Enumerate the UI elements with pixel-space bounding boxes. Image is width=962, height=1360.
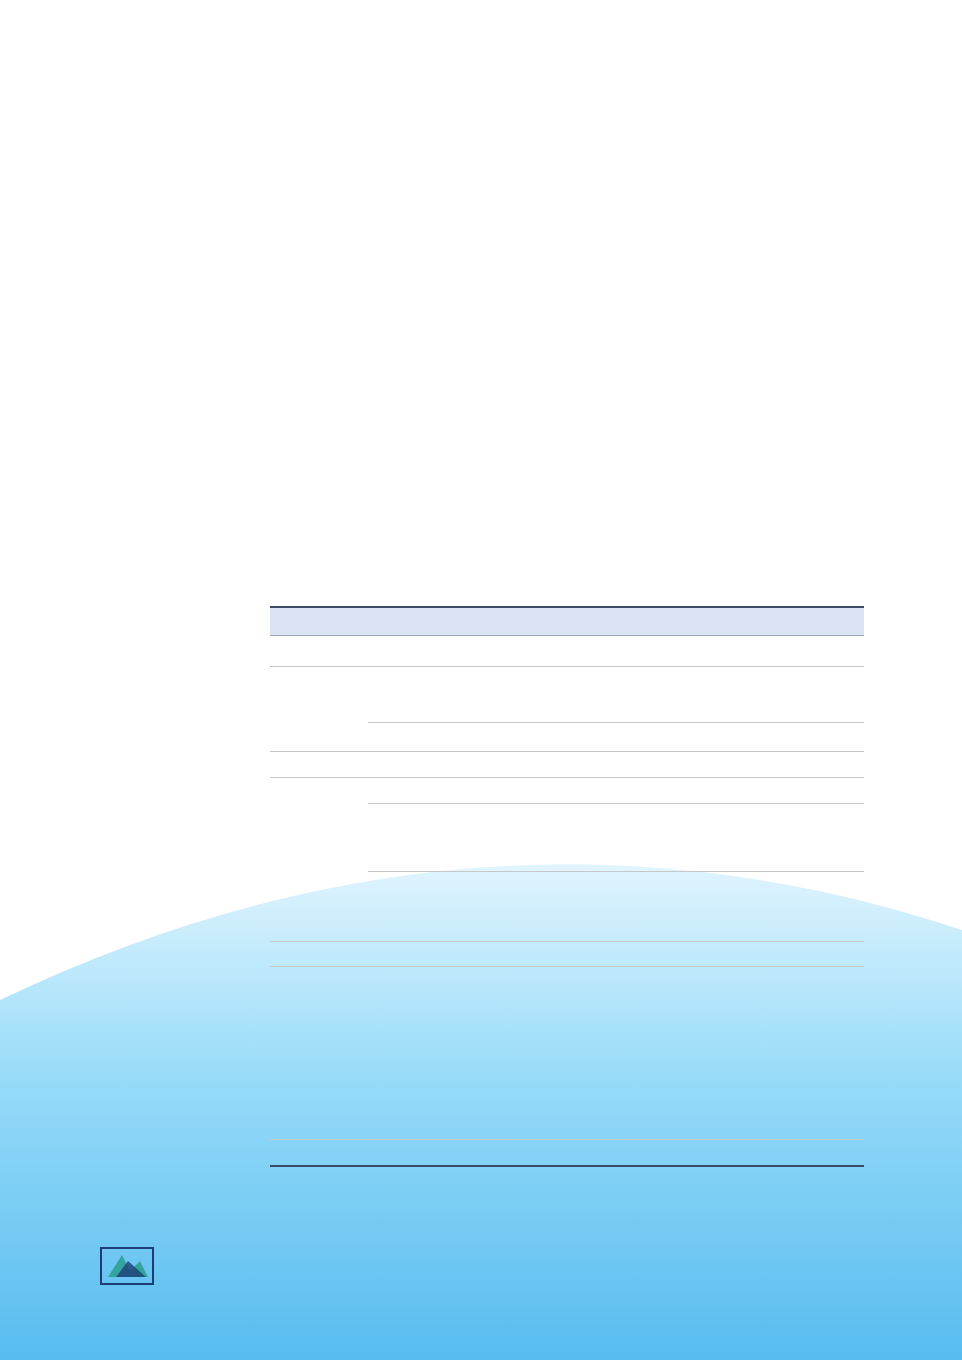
table-row — [270, 967, 864, 1140]
row-time — [270, 752, 368, 778]
row-time — [270, 1140, 368, 1166]
program-table — [270, 606, 864, 1167]
table-row — [270, 1140, 864, 1166]
table-row — [270, 942, 864, 967]
event-datetime — [88, 452, 94, 495]
col-content-header — [368, 607, 864, 636]
presentation-2-cell — [448, 872, 864, 942]
association-logo-icon — [100, 1247, 154, 1289]
presentation-2-label — [368, 872, 448, 942]
table-row — [270, 667, 864, 723]
presentation-1-label — [368, 804, 448, 872]
col-time-header — [270, 607, 368, 636]
panel-list — [448, 967, 864, 1140]
organizer-line — [88, 1247, 165, 1289]
discussion-label — [368, 967, 448, 1140]
row-time — [270, 636, 368, 667]
opening-cell — [368, 723, 864, 752]
table-row — [270, 778, 864, 804]
program-table-header — [270, 607, 864, 636]
row-content — [368, 636, 864, 667]
row-time — [270, 667, 368, 752]
presentation-1-cell — [448, 804, 864, 872]
row-text — [368, 942, 864, 967]
row-time — [270, 967, 368, 1140]
row-text — [368, 752, 864, 778]
table-row — [270, 636, 864, 667]
row-time — [270, 942, 368, 967]
table-row — [270, 752, 864, 778]
row-text — [368, 1140, 864, 1166]
chair-cell — [368, 778, 864, 804]
congrats-cell — [368, 667, 864, 723]
row-time — [270, 778, 368, 942]
